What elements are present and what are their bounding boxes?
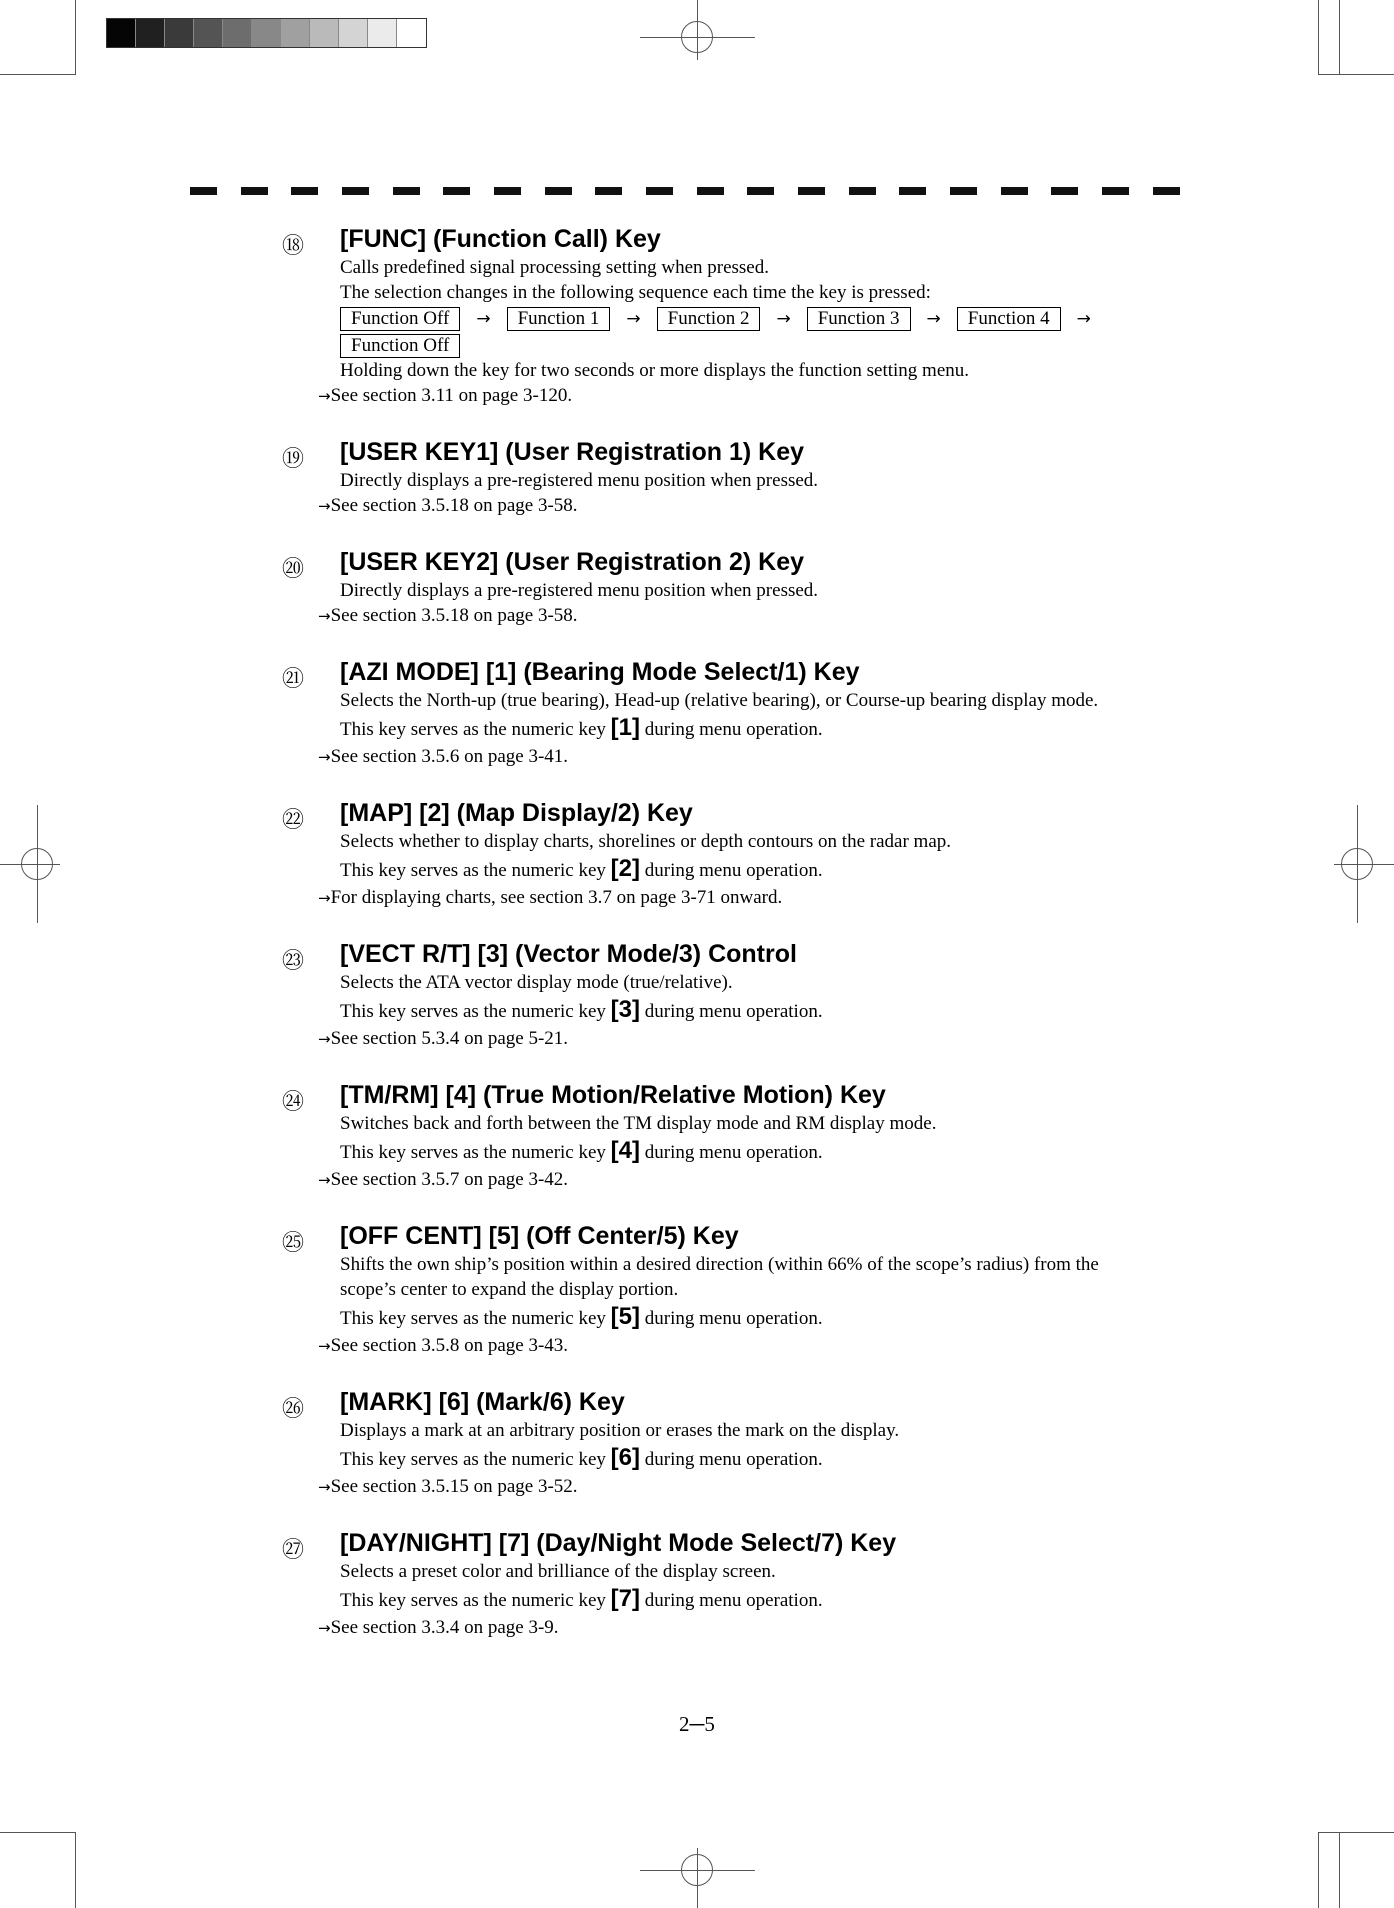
entry-text: scope’s center to expand the display portion. [340, 1279, 679, 1300]
header-dash [494, 187, 521, 195]
entry-azi-mode-key [270, 657, 1190, 770]
entry-number: ㉒ [282, 808, 305, 833]
entry-text: Selects a preset color and brilliance of the display screen. [340, 1561, 776, 1582]
numeric-key-label: [4] [610, 1137, 641, 1164]
arrow-icon: → [926, 308, 941, 329]
color-swatch [194, 19, 223, 47]
entry-title: [MARK] [6] (Mark/6) Key [340, 1388, 625, 1416]
entry-user-key1 [270, 437, 1190, 519]
entry-text: Calls predefined signal processing setting when pressed. [340, 257, 769, 278]
numeric-key-label: [5] [610, 1303, 641, 1330]
header-dash [697, 187, 724, 195]
see-reference: →See section 3.3.4 on page 3-9. [318, 1617, 559, 1638]
entry-title: [VECT R/T] [3] (Vector Mode/3) Control [340, 940, 797, 968]
header-dash [899, 187, 926, 195]
color-swatch [368, 19, 397, 47]
color-swatch [339, 19, 368, 47]
header-dash [1051, 187, 1078, 195]
sequence-item: Function 4 [957, 307, 1061, 331]
numeric-key-label: [1] [610, 714, 641, 741]
header-dash [1001, 187, 1028, 195]
header-dash [849, 187, 876, 195]
see-reference: →See section 3.5.15 on page 3-52. [318, 1476, 578, 1497]
header-dash [241, 187, 268, 195]
numeric-key-label: [2] [610, 855, 641, 882]
entry-text: Directly displays a pre-registered menu position when pressed. [340, 580, 819, 601]
see-reference: →See section 3.5.8 on page 3-43. [318, 1335, 569, 1356]
entry-map-key [270, 798, 1190, 911]
header-dash [1153, 187, 1180, 195]
arrow-icon: → [318, 497, 331, 515]
entry-title: [DAY/NIGHT] [7] (Day/Night Mode Select/7) Key [340, 1529, 897, 1557]
entry-number: ㉖ [282, 1397, 305, 1422]
key-descriptions [270, 224, 1190, 1641]
color-swatch [223, 19, 252, 47]
entry-number: ㉑ [282, 667, 305, 692]
page-number: 2─5 [679, 1712, 715, 1736]
see-reference: →See section 3.5.18 on page 3-58. [318, 605, 578, 626]
entry-number: ⑳ [282, 557, 305, 582]
arrow-icon: → [776, 308, 791, 329]
see-reference: →See section 5.3.4 on page 5-21. [318, 1028, 569, 1049]
numeric-key-label: [3] [610, 996, 641, 1023]
entry-vect-control [270, 939, 1190, 1052]
arrow-icon: → [1076, 308, 1091, 329]
header-dash [443, 187, 470, 195]
color-swatch [252, 19, 281, 47]
see-reference: →See section 3.5.6 on page 3-41. [318, 746, 569, 767]
numeric-key-note: This key serves as the numeric key [2] during menu operation. [340, 855, 823, 882]
numeric-key-note: This key serves as the numeric key [7] during menu operation. [340, 1585, 823, 1612]
numeric-key-note: This key serves as the numeric key [3] during menu operation. [340, 996, 823, 1023]
header-dash [342, 187, 369, 195]
numeric-key-note: This key serves as the numeric key [1] during menu operation. [340, 714, 823, 741]
header-dash [798, 187, 825, 195]
arrow-icon: → [318, 1337, 331, 1355]
entry-title: [USER KEY1] (User Registration 1) Key [340, 438, 805, 466]
arrow-icon: → [318, 1619, 331, 1637]
header-dash [646, 187, 673, 195]
color-swatch [310, 19, 339, 47]
entry-title: [FUNC] (Function Call) Key [340, 225, 661, 253]
numeric-key-note: This key serves as the numeric key [6] during menu operation. [340, 1444, 823, 1471]
see-reference: →For displaying charts, see section 3.7 on page 3-71 onward. [318, 887, 783, 908]
numeric-key-note: This key serves as the numeric key [4] during menu operation. [340, 1137, 823, 1164]
entry-text: Selects whether to display charts, shorelines or depth contours on the radar map. [340, 831, 951, 852]
arrow-icon: → [318, 1478, 331, 1496]
arrow-icon: → [318, 387, 331, 405]
entry-number: ⑲ [282, 447, 305, 472]
grayscale-color-bar [106, 18, 427, 48]
sequence-item: Function 2 [657, 307, 761, 331]
header-dash [1102, 187, 1129, 195]
entry-text: Switches back and forth between the TM display mode and RM display mode. [340, 1113, 937, 1134]
arrow-icon: → [318, 1030, 331, 1048]
see-reference: →See section 3.5.18 on page 3-58. [318, 495, 578, 516]
header-dashed-rule [190, 187, 1180, 195]
sequence-item: Function Off [340, 334, 460, 358]
function-sequence-end [340, 333, 1190, 358]
color-swatch [107, 19, 136, 47]
header-dash [747, 187, 774, 195]
arrow-icon: → [626, 308, 641, 329]
entry-text: Displays a mark at an arbitrary position or erases the mark on the display. [340, 1420, 900, 1441]
sequence-item: Function 1 [507, 307, 611, 331]
arrow-icon: → [318, 607, 331, 625]
entry-title: [USER KEY2] (User Registration 2) Key [340, 548, 805, 576]
entry-func-key [270, 224, 1190, 409]
entry-user-key2 [270, 547, 1190, 629]
entry-title: [TM/RM] [4] (True Motion/Relative Motion) Key [340, 1081, 886, 1109]
color-swatch [136, 19, 165, 47]
see-reference: →See section 3.5.7 on page 3-42. [318, 1169, 569, 1190]
color-swatch [397, 19, 426, 47]
entry-day-night-key [270, 1528, 1190, 1641]
entry-title: [AZI MODE] [1] (Bearing Mode Select/1) Key [340, 658, 860, 686]
entry-text: Holding down the key for two seconds or more displays the function setting menu. [340, 360, 970, 381]
header-dash [393, 187, 420, 195]
header-dash [950, 187, 977, 195]
color-swatch [165, 19, 194, 47]
entry-number: ㉗ [282, 1538, 305, 1563]
entry-text: Shifts the own ship’s position within a desired direction (within 66% of the scope’s radius) from the [340, 1254, 1099, 1275]
sequence-item: Function Off [340, 307, 460, 331]
entry-number: ㉓ [282, 949, 305, 974]
function-sequence [340, 306, 1190, 331]
entry-text: Directly displays a pre-registered menu position when pressed. [340, 470, 819, 491]
numeric-key-label: [7] [610, 1585, 641, 1612]
entry-title: [OFF CENT] [5] (Off Center/5) Key [340, 1222, 739, 1250]
entry-number: ㉔ [282, 1090, 305, 1115]
arrow-icon: → [318, 889, 331, 907]
entry-title: [MAP] [2] (Map Display/2) Key [340, 799, 693, 827]
header-dash [545, 187, 572, 195]
entry-mark-key [270, 1387, 1190, 1500]
arrow-icon: → [318, 1171, 331, 1189]
entry-text: The selection changes in the following sequence each time the key is pressed: [340, 282, 931, 303]
entry-off-cent-key [270, 1221, 1190, 1359]
header-dash [595, 187, 622, 195]
see-reference: →See section 3.11 on page 3-120. [318, 385, 573, 406]
numeric-key-note: This key serves as the numeric key [5] during menu operation. [340, 1303, 823, 1330]
arrow-icon: → [318, 748, 331, 766]
arrow-icon: → [476, 308, 491, 329]
sequence-item: Function 3 [807, 307, 911, 331]
color-swatch [281, 19, 310, 47]
header-dash [291, 187, 318, 195]
header-dash [190, 187, 217, 195]
entry-text: Selects the ATA vector display mode (true/relative). [340, 972, 733, 993]
numeric-key-label: [6] [610, 1444, 641, 1471]
entry-text: Selects the North-up (true bearing), Head-up (relative bearing), or Course-up bearing display mode. [340, 690, 1099, 711]
entry-number: ㉕ [282, 1231, 305, 1256]
entry-number: ⑱ [282, 234, 305, 259]
entry-tm-rm-key [270, 1080, 1190, 1193]
